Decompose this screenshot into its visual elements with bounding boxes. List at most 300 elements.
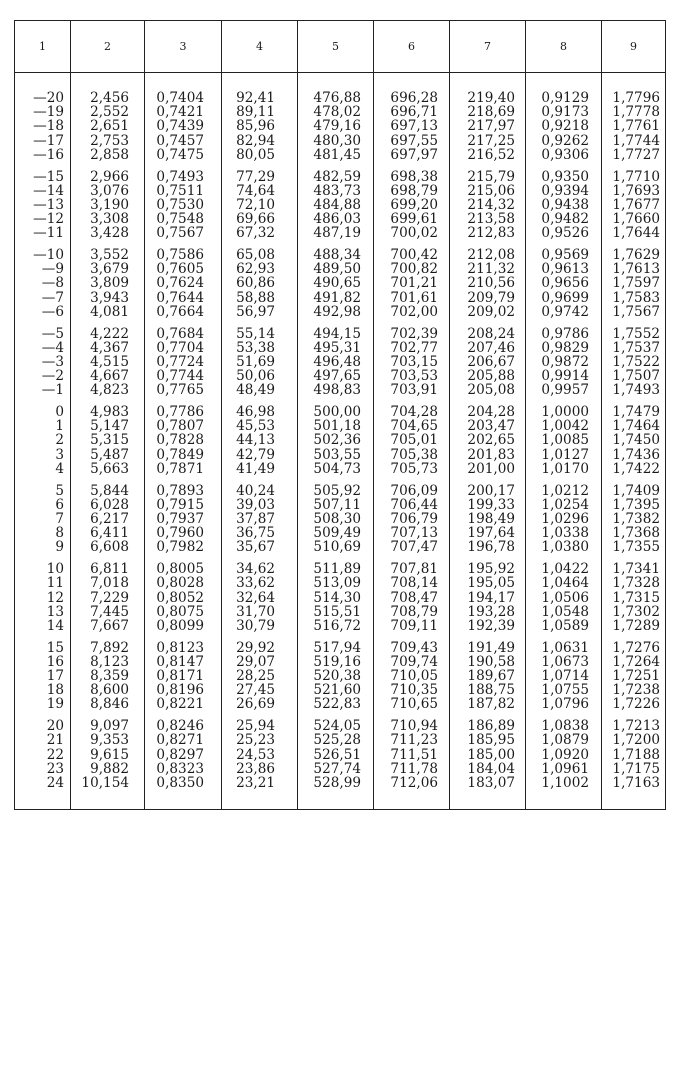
table-cell-col9: 1,7464	[602, 419, 666, 433]
table-cell-col2: 2,858	[71, 148, 145, 162]
table-cell-col7: 204,28	[450, 405, 526, 419]
table-cell-col8: 1,0380	[526, 540, 602, 554]
table-cell-col5: 503,55	[298, 448, 374, 462]
table-cell-col9: 1,7583	[602, 291, 666, 305]
table-cell-col3: 0,7644	[145, 291, 222, 305]
table-cell-col1: —16	[15, 148, 71, 162]
table-cell-col9: 1,7226	[602, 697, 666, 711]
table-cell-col9: 1,7341	[602, 562, 666, 576]
table-cell-col1: —9	[15, 262, 71, 276]
table-cell-col1: 16	[15, 655, 71, 669]
table-cell-col9: 1,7355	[602, 540, 666, 554]
table-cell-col8: 1,0170	[526, 462, 602, 476]
table-cell-col7: 218,69	[450, 105, 526, 119]
table-cell-col4: 67,32	[222, 226, 298, 240]
table-cell-col3: 0,8271	[145, 733, 222, 747]
table-cell-col2: 2,456	[71, 91, 145, 105]
table-cell-col4: 62,93	[222, 262, 298, 276]
table-cell-col9: 1,7264	[602, 655, 666, 669]
table-cell-col6: 697,97	[374, 148, 450, 162]
table-cell-col1: —5	[15, 327, 71, 341]
table-cell-col9: 1,7328	[602, 576, 666, 590]
table-cell-col2: 3,809	[71, 276, 145, 290]
table-cell-col2: 5,487	[71, 448, 145, 462]
table-cell-col1: —19	[15, 105, 71, 119]
table-cell-col6: 706,09	[374, 484, 450, 498]
table-cell-col9: 1,7778	[602, 105, 666, 119]
table-cell-col8: 0,9829	[526, 341, 602, 355]
table-cell-col3: 0,7511	[145, 184, 222, 198]
table-cell-col2: 10,154	[71, 776, 145, 790]
table-cell-col4: 41,49	[222, 462, 298, 476]
column-header-1: 1	[15, 21, 71, 73]
table-cell-col8: 0,9173	[526, 105, 602, 119]
table-cell-col6: 697,55	[374, 134, 450, 148]
column-header-4: 4	[222, 21, 298, 73]
table-cell-col5: 502,36	[298, 433, 374, 447]
table-cell-col2: 3,679	[71, 262, 145, 276]
table-cell-col1: 22	[15, 748, 71, 762]
table-cell-col2: 7,018	[71, 576, 145, 590]
table-cell-col3: 0,8099	[145, 619, 222, 633]
table-cell-col1: —18	[15, 119, 71, 133]
table-cell-col3: 0,7404	[145, 91, 222, 105]
table-cell-col2: 7,892	[71, 641, 145, 655]
table-cell-col1: 11	[15, 576, 71, 590]
table-cell-col7: 192,39	[450, 619, 526, 633]
table-row	[15, 655, 666, 669]
table-row	[15, 148, 666, 162]
table-cell-col1: 14	[15, 619, 71, 633]
table-cell-col3: 0,7493	[145, 170, 222, 184]
table-row	[15, 369, 666, 383]
table-cell-col8: 1,0212	[526, 484, 602, 498]
header-spacer-row-cell	[526, 73, 602, 92]
table-cell-col4: 56,97	[222, 305, 298, 319]
table-cell-col9: 1,7761	[602, 119, 666, 133]
table-cell-col7: 216,52	[450, 148, 526, 162]
header-spacer-row-cell	[145, 73, 222, 92]
table-cell-col4: 37,87	[222, 512, 298, 526]
table-cell-col5: 516,72	[298, 619, 374, 633]
table-cell-col8: 1,0464	[526, 576, 602, 590]
table-cell-col5: 519,16	[298, 655, 374, 669]
table-cell-col2: 2,552	[71, 105, 145, 119]
table-cell-col1: 10	[15, 562, 71, 576]
table-cell-col7: 183,07	[450, 776, 526, 790]
table-cell-col2: 5,663	[71, 462, 145, 476]
table-cell-col3: 0,7893	[145, 484, 222, 498]
table-cell-col9: 1,7213	[602, 719, 666, 733]
table-cell-col4: 77,29	[222, 170, 298, 184]
table-bottom-row-cell	[602, 790, 666, 810]
table-cell-col9: 1,7660	[602, 212, 666, 226]
table-cell-col3: 0,7664	[145, 305, 222, 319]
table-cell-col3: 0,7567	[145, 226, 222, 240]
table-cell-col1: —4	[15, 341, 71, 355]
table-cell-col5: 515,51	[298, 605, 374, 619]
table-cell-col6: 701,21	[374, 276, 450, 290]
table-cell-col1: 3	[15, 448, 71, 462]
table-cell-col7: 189,67	[450, 669, 526, 683]
table-cell-col2: 6,411	[71, 526, 145, 540]
table-cell-col2: 9,353	[71, 733, 145, 747]
table-body	[15, 73, 666, 810]
table-row	[15, 419, 666, 433]
table-cell-col6: 711,78	[374, 762, 450, 776]
table-cell-col4: 39,03	[222, 498, 298, 512]
table-cell-col9: 1,7163	[602, 776, 666, 790]
table-cell-col1: —11	[15, 226, 71, 240]
table-row	[15, 697, 666, 711]
table-cell-col7: 217,97	[450, 119, 526, 133]
table-cell-col4: 24,53	[222, 748, 298, 762]
table-cell-col4: 36,75	[222, 526, 298, 540]
table-cell-col3: 0,7475	[145, 148, 222, 162]
table-cell-col7: 217,25	[450, 134, 526, 148]
table-cell-col1: —17	[15, 134, 71, 148]
table-cell-col8: 1,0422	[526, 562, 602, 576]
table-cell-col7: 201,83	[450, 448, 526, 462]
header-spacer-row-cell	[71, 73, 145, 92]
table-cell-col2: 4,515	[71, 355, 145, 369]
table-row	[15, 719, 666, 733]
table-row	[15, 305, 666, 319]
table-cell-col8: 0,9699	[526, 291, 602, 305]
table-cell-col4: 82,94	[222, 134, 298, 148]
table-cell-col8: 0,9914	[526, 369, 602, 383]
table-cell-col8: 1,0042	[526, 419, 602, 433]
table-row	[15, 105, 666, 119]
table-cell-col6: 709,11	[374, 619, 450, 633]
table-cell-col2: 3,076	[71, 184, 145, 198]
table-cell-col4: 27,45	[222, 683, 298, 697]
table-cell-col8: 0,9218	[526, 119, 602, 133]
table-cell-col1: 8	[15, 526, 71, 540]
table-cell-col8: 1,0000	[526, 405, 602, 419]
table-cell-col3: 0,8221	[145, 697, 222, 711]
table-cell-col4: 23,86	[222, 762, 298, 776]
table-cell-col4: 46,98	[222, 405, 298, 419]
table-cell-col3: 0,7849	[145, 448, 222, 462]
table-cell-col7: 195,05	[450, 576, 526, 590]
table-cell-col5: 495,31	[298, 341, 374, 355]
table-cell-col3: 0,7915	[145, 498, 222, 512]
table-row	[15, 291, 666, 305]
table-row	[15, 170, 666, 184]
table-cell-col7: 209,79	[450, 291, 526, 305]
table-bottom-row-cell	[15, 790, 71, 810]
table-cell-col4: 40,24	[222, 484, 298, 498]
table-cell-col8: 1,0254	[526, 498, 602, 512]
table-cell-col9: 1,7629	[602, 248, 666, 262]
table-cell-col4: 31,70	[222, 605, 298, 619]
table-row	[15, 641, 666, 655]
table-cell-col8: 0,9957	[526, 383, 602, 397]
table-cell-col1: 24	[15, 776, 71, 790]
table-cell-col6: 712,06	[374, 776, 450, 790]
column-header-8: 8	[526, 21, 602, 73]
table-cell-col8: 1,0506	[526, 591, 602, 605]
table-row	[15, 776, 666, 790]
table-bottom-row-cell	[374, 790, 450, 810]
table-cell-col7: 201,00	[450, 462, 526, 476]
table-cell-col4: 42,79	[222, 448, 298, 462]
table-cell-col5: 483,73	[298, 184, 374, 198]
table-cell-col4: 65,08	[222, 248, 298, 262]
table-cell-col3: 0,7530	[145, 198, 222, 212]
table-cell-col5: 489,50	[298, 262, 374, 276]
table-cell-col5: 494,15	[298, 327, 374, 341]
table-cell-col1: 6	[15, 498, 71, 512]
table-cell-col1: —20	[15, 91, 71, 105]
table-cell-col2: 6,217	[71, 512, 145, 526]
table-cell-col8: 1,0920	[526, 748, 602, 762]
table-cell-col2: 2,651	[71, 119, 145, 133]
table-cell-col1: —1	[15, 383, 71, 397]
table-cell-col4: 85,96	[222, 119, 298, 133]
table-cell-col8: 0,9262	[526, 134, 602, 148]
table-cell-col5: 526,51	[298, 748, 374, 762]
table-cell-col4: 51,69	[222, 355, 298, 369]
table-cell-col3: 0,7605	[145, 262, 222, 276]
table-cell-col6: 710,94	[374, 719, 450, 733]
table-row	[15, 405, 666, 419]
table-row	[15, 498, 666, 512]
table-cell-col7: 205,88	[450, 369, 526, 383]
table-cell-col2: 7,229	[71, 591, 145, 605]
table-cell-col2: 6,811	[71, 562, 145, 576]
table-cell-col2: 7,667	[71, 619, 145, 633]
table-cell-col4: 35,67	[222, 540, 298, 554]
table-cell-col5: 500,00	[298, 405, 374, 419]
table-cell-col6: 700,42	[374, 248, 450, 262]
table-cell-col4: 58,88	[222, 291, 298, 305]
table-cell-col4: 80,05	[222, 148, 298, 162]
table-cell-col6: 705,01	[374, 433, 450, 447]
table-row	[15, 591, 666, 605]
table-cell-col2: 4,823	[71, 383, 145, 397]
table-cell-col8: 1,0673	[526, 655, 602, 669]
table-cell-col9: 1,7436	[602, 448, 666, 462]
table-row	[15, 226, 666, 240]
table-cell-col5: 486,03	[298, 212, 374, 226]
table-cell-col1: 9	[15, 540, 71, 554]
table-cell-col5: 517,94	[298, 641, 374, 655]
header-spacer-row-cell	[450, 73, 526, 92]
table-cell-col8: 1,0548	[526, 605, 602, 619]
table-bottom-row	[15, 790, 666, 810]
header-spacer-row-cell	[374, 73, 450, 92]
table-cell-col2: 8,123	[71, 655, 145, 669]
table-cell-col1: 12	[15, 591, 71, 605]
table-cell-col4: 29,07	[222, 655, 298, 669]
table-row	[15, 562, 666, 576]
table-row	[15, 248, 666, 262]
table-cell-col4: 34,62	[222, 562, 298, 576]
table-row	[15, 276, 666, 290]
table-cell-col8: 0,9786	[526, 327, 602, 341]
table-cell-col6: 704,28	[374, 405, 450, 419]
table-row	[15, 733, 666, 747]
table-cell-col7: 185,95	[450, 733, 526, 747]
table-cell-col6: 698,79	[374, 184, 450, 198]
table-cell-col1: —8	[15, 276, 71, 290]
table-cell-col3: 0,8297	[145, 748, 222, 762]
table-cell-col7: 209,02	[450, 305, 526, 319]
table-row	[15, 383, 666, 397]
table-cell-col9: 1,7744	[602, 134, 666, 148]
table-cell-col4: 28,25	[222, 669, 298, 683]
table-cell-col6: 711,51	[374, 748, 450, 762]
table-cell-col8: 0,9350	[526, 170, 602, 184]
table-row	[15, 619, 666, 633]
table-cell-col4: 23,21	[222, 776, 298, 790]
table-cell-col5: 522,83	[298, 697, 374, 711]
table-cell-col9: 1,7315	[602, 591, 666, 605]
table-cell-col7: 205,08	[450, 383, 526, 397]
table-cell-col7: 200,17	[450, 484, 526, 498]
table-cell-col2: 3,943	[71, 291, 145, 305]
table-row	[15, 448, 666, 462]
table-bottom-row-cell	[222, 790, 298, 810]
table-cell-col4: 60,86	[222, 276, 298, 290]
table-cell-col6: 702,00	[374, 305, 450, 319]
table-cell-col4: 92,41	[222, 91, 298, 105]
table-cell-col1: 17	[15, 669, 71, 683]
table-cell-col5: 513,09	[298, 576, 374, 590]
table-cell-col5: 508,30	[298, 512, 374, 526]
table-cell-col3: 0,8075	[145, 605, 222, 619]
table-cell-col6: 707,81	[374, 562, 450, 576]
table-cell-col6: 706,79	[374, 512, 450, 526]
table-cell-col7: 196,78	[450, 540, 526, 554]
table-cell-col2: 3,308	[71, 212, 145, 226]
header-spacer-row-cell	[602, 73, 666, 92]
header-spacer-row-cell	[222, 73, 298, 92]
table-cell-col7: 184,04	[450, 762, 526, 776]
table-cell-col6: 710,05	[374, 669, 450, 683]
table-cell-col6: 704,65	[374, 419, 450, 433]
table-cell-col5: 490,65	[298, 276, 374, 290]
table-cell-col9: 1,7422	[602, 462, 666, 476]
table-cell-col6: 703,15	[374, 355, 450, 369]
table-cell-col9: 1,7677	[602, 198, 666, 212]
table-cell-col1: 1	[15, 419, 71, 433]
table-cell-col4: 32,64	[222, 591, 298, 605]
table-cell-col4: 72,10	[222, 198, 298, 212]
table-cell-col3: 0,7624	[145, 276, 222, 290]
table-cell-col7: 203,47	[450, 419, 526, 433]
table-cell-col8: 0,9569	[526, 248, 602, 262]
table-cell-col5: 480,30	[298, 134, 374, 148]
table-cell-col5: 476,88	[298, 91, 374, 105]
table-row	[15, 184, 666, 198]
table-cell-col8: 1,0796	[526, 697, 602, 711]
table-cell-col4: 45,53	[222, 419, 298, 433]
table-cell-col1: —3	[15, 355, 71, 369]
table-cell-col7: 213,58	[450, 212, 526, 226]
table-cell-col5: 491,82	[298, 291, 374, 305]
table-cell-col7: 214,32	[450, 198, 526, 212]
table-cell-col7: 202,65	[450, 433, 526, 447]
table-cell-col1: 15	[15, 641, 71, 655]
table-cell-col9: 1,7188	[602, 748, 666, 762]
table-cell-col7: 188,75	[450, 683, 526, 697]
table-row	[15, 355, 666, 369]
table-cell-col4: 30,79	[222, 619, 298, 633]
table-cell-col1: 7	[15, 512, 71, 526]
table-cell-col5: 527,74	[298, 762, 374, 776]
table-bottom-row-cell	[298, 790, 374, 810]
table-cell-col5: 482,59	[298, 170, 374, 184]
table-row	[15, 484, 666, 498]
table-cell-col1: 0	[15, 405, 71, 419]
table-cell-col3: 0,7744	[145, 369, 222, 383]
column-header-5: 5	[298, 21, 374, 73]
table-cell-col1: —15	[15, 170, 71, 184]
table-cell-col3: 0,7724	[145, 355, 222, 369]
table-cell-col5: 510,69	[298, 540, 374, 554]
table-cell-col4: 48,49	[222, 383, 298, 397]
table-cell-col9: 1,7368	[602, 526, 666, 540]
table-cell-col2: 5,315	[71, 433, 145, 447]
table-cell-col6: 696,28	[374, 91, 450, 105]
table-cell-col3: 0,7937	[145, 512, 222, 526]
table-cell-col2: 6,608	[71, 540, 145, 554]
table-cell-col2: 2,966	[71, 170, 145, 184]
table-cell-col4: 50,06	[222, 369, 298, 383]
table-cell-col3: 0,7982	[145, 540, 222, 554]
table-cell-col4: 53,38	[222, 341, 298, 355]
table-cell-col4: 44,13	[222, 433, 298, 447]
table-cell-col8: 1,0961	[526, 762, 602, 776]
table-cell-col5: 514,30	[298, 591, 374, 605]
table-cell-col9: 1,7289	[602, 619, 666, 633]
table-cell-col2: 9,615	[71, 748, 145, 762]
table-row	[15, 748, 666, 762]
table-cell-col6: 709,74	[374, 655, 450, 669]
header-row	[15, 21, 666, 73]
table-cell-col3: 0,7548	[145, 212, 222, 226]
table-cell-col8: 0,9394	[526, 184, 602, 198]
table-cell-col6: 708,79	[374, 605, 450, 619]
table-cell-col5: 520,38	[298, 669, 374, 683]
table-cell-col4: 25,94	[222, 719, 298, 733]
table-cell-col6: 699,20	[374, 198, 450, 212]
table-bottom-row-cell	[450, 790, 526, 810]
table-row	[15, 433, 666, 447]
table-bottom-row-cell	[526, 790, 602, 810]
table-cell-col5: 487,19	[298, 226, 374, 240]
table-cell-col6: 708,14	[374, 576, 450, 590]
table-cell-col7: 186,89	[450, 719, 526, 733]
table-cell-col9: 1,7479	[602, 405, 666, 419]
table-cell-col6: 697,13	[374, 119, 450, 133]
table-row	[15, 134, 666, 148]
table-cell-col7: 206,67	[450, 355, 526, 369]
table-cell-col3: 0,7960	[145, 526, 222, 540]
table-row	[15, 683, 666, 697]
table-cell-col6: 707,13	[374, 526, 450, 540]
table-cell-col2: 7,445	[71, 605, 145, 619]
table-cell-col5: 501,18	[298, 419, 374, 433]
table-row	[15, 327, 666, 341]
table-cell-col2: 4,081	[71, 305, 145, 319]
table-row	[15, 526, 666, 540]
table-cell-col5: 525,28	[298, 733, 374, 747]
table-cell-col1: —6	[15, 305, 71, 319]
